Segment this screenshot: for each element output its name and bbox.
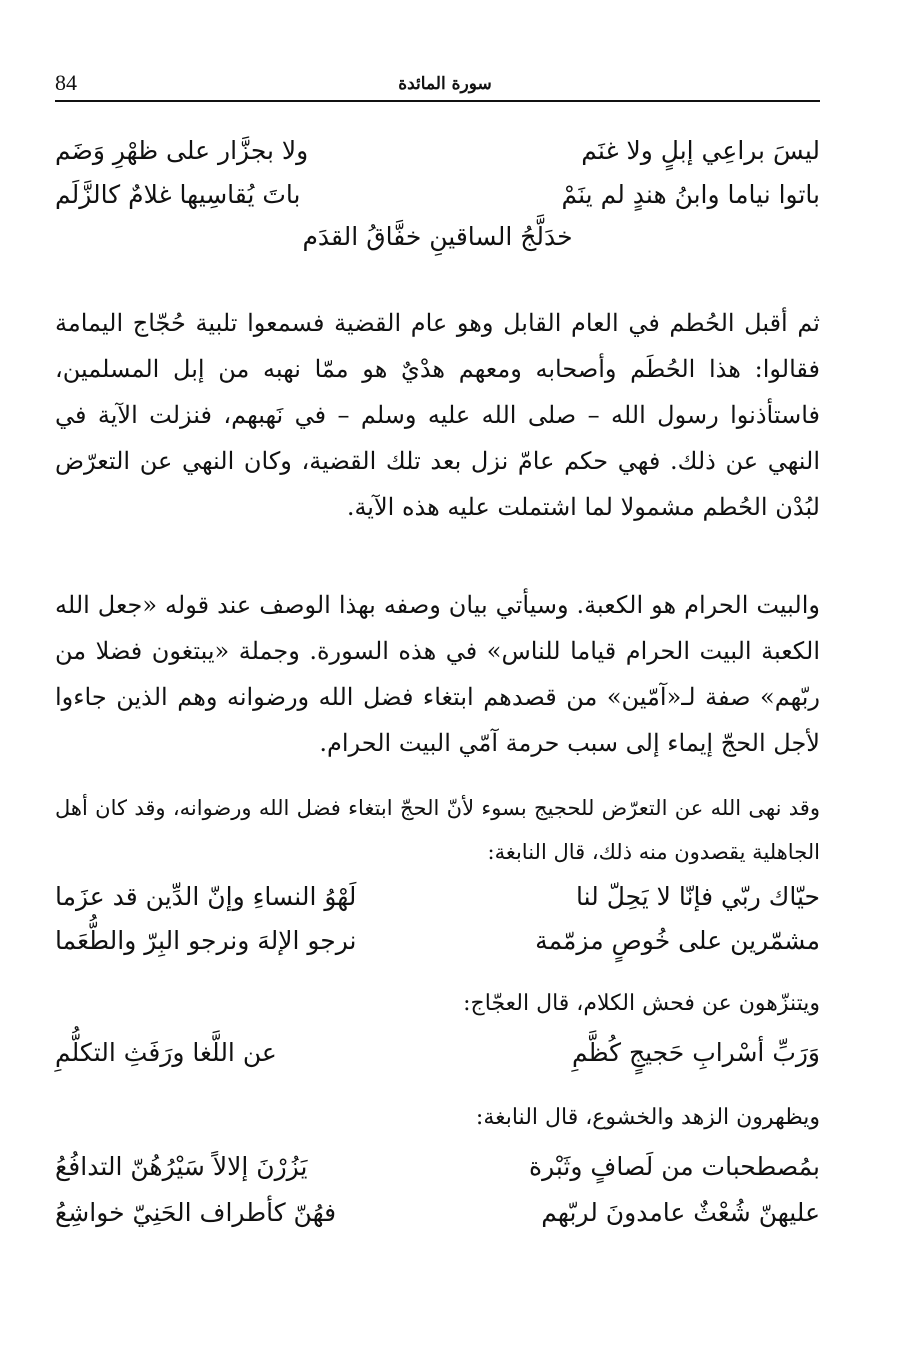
intro-nabigha: ويظهرون الزهد والخشوع، قال النابغة: (475, 1105, 820, 1130)
verse-first-hemistich: حيّاك ربّي فإنّا لا يَحِلّ لنا (575, 881, 820, 911)
verse-second-hemistich: عن اللَّغا ورَفَثِ التكلُّمِ (55, 1037, 277, 1067)
poem2-verse-1 (55, 874, 820, 918)
verse-first-hemistich: بمُصطحبات من لَصافٍ وثَبْرة (529, 1151, 820, 1181)
paragraph-bayt-haram: والبيت الحرام هو الكعبة. وسيأتي بيان وصفه بهذا الوصف عند قوله «جعل الله الكعبة البيت الحرام قياما للناس» في هذه السورة. وجملة «يبتغون فضلا من ربّهم» صفة لـ«آمّين» من قصدهم ابتغاء فضل الله ورضوانه وهم الذين جاءوا لأجل الحجّ إيماء إلى سبب حرمة آمّي البيت الحرام. (55, 591, 821, 757)
intro-ajjaj: ويتنزّهون عن فحش الكلام، قال العجّاج: (463, 991, 820, 1016)
paragraph-hutam: ثم أقبل الحُطم في العام القابل وهو عام القضية فسمعوا تلبية حُجّاج اليمامة فقالوا: هذا الحُطَم وأصحابه ومعهم هدْيٌ هو ممّا نهبه من إبل المسلمين، فاستأذنوا رسول الله – صلى الله عليه وسلم – في نَهبهم، فنزلت الآية في النهي عن ذلك. فهي حكم عامّ نزل بعد تلك القضية، وكان النهي عن التعرّض لبُدْن الحُطم مشمولا لما اشتملت عليه هذه الآية. (55, 309, 821, 521)
page-number: 84 (55, 70, 77, 95)
poem4-verse-1 (55, 1144, 820, 1188)
poem4-verse-2 (55, 1190, 820, 1234)
verse-first-hemistich: ليسَ براعِي إبلٍ ولا غنَم (581, 135, 820, 165)
verse-first-hemistich: باتوا نياما وابنُ هندٍ لم ينَمْ (561, 179, 820, 209)
verse-second-hemistich: لَهْوُ النساءِ وإنّ الدِّين قد عزَما (55, 881, 357, 911)
verse-second-hemistich: فهُنّ كأطراف الحَنِيّ خواشِعُ (55, 1197, 337, 1227)
verse-first-hemistich: مشمّرين على خُوصٍ مزمّمة (535, 925, 820, 955)
poem1-verse-2 (55, 172, 820, 216)
verse-second-hemistich: نرجو الإلهَ ونرجو البِرّ والطُّعَما (55, 925, 357, 955)
paragraph-hajj-intent: وقد نهى الله عن التعرّض للحجيج بسوء لأنّ الحجّ ابتغاء فضل الله ورضوانه، وقد كان أهل الجاهلية يقصدون منه ذلك، قال النابغة: (55, 796, 820, 864)
poem3-verse-1 (55, 1030, 820, 1074)
running-title: سورة المائدة (398, 74, 492, 94)
verse-second-hemistich: يَزُرْنَ إلالاً سَيْرُهُنّ التدافُعُ (55, 1151, 308, 1181)
poem1-verse-3: خدَلَّجُ الساقينِ خفَّاقُ القدَم (302, 222, 573, 251)
verse-second-hemistich: ولا بجزَّار على ظهْرِ وَضَم (55, 135, 309, 165)
page-header (55, 68, 820, 102)
verse-first-hemistich: عليهنّ شُعْثٌ عامدونَ لربّهم (541, 1197, 820, 1227)
poem1-verse-1 (55, 128, 820, 172)
verse-second-hemistich: باتَ يُقاسِيها غلامٌ كالزَّلَم (55, 179, 301, 209)
verse-first-hemistich: وَرَبِّ أسْرابِ حَجيجٍ كُظَّمِ (571, 1037, 820, 1067)
poem2-verse-2 (55, 918, 820, 962)
